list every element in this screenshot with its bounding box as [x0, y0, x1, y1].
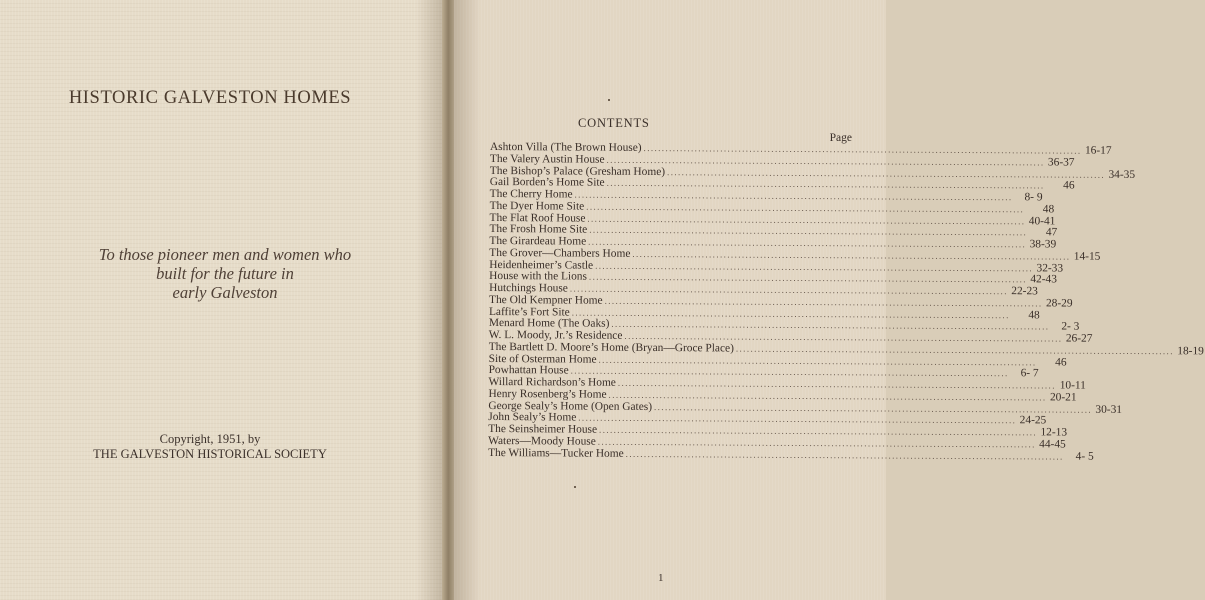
toc-entry-title: The Valery Austin House	[489, 152, 605, 166]
dot-leader: ........................................................................................................................	[632, 248, 1071, 262]
dedication-line: To those pioneer men and women who	[98, 245, 352, 264]
toc-entry-title: The Bartlett D. Moore’s Home (Bryan—Groce Place)	[488, 340, 734, 355]
toc-entry-title: The Old Kempner Home	[488, 293, 603, 307]
toc-entry-page: 12-13	[1040, 426, 1068, 439]
toc-entry-page: 14-15	[1073, 250, 1101, 263]
toc-entry-title: The Seinsheimer House	[488, 422, 598, 436]
toc-entry-title: The Flat Roof House	[489, 211, 586, 225]
dot-leader: ........................................................................................................................	[587, 213, 1026, 226]
toc-entry-title: Gail Borden’s Home Site	[489, 176, 605, 189]
copyright-holder: THE GALVESTON HISTORICAL SOCIETY	[93, 447, 327, 461]
dot-leader: ........................................................................................................................	[588, 271, 1027, 285]
toc-entry-title: The Bishop’s Palace (Gresham Home)	[489, 164, 666, 178]
toc-entry-title: Powhattan House	[488, 364, 569, 377]
toc-entry-title: Heidenheimer’s Castle	[489, 258, 594, 272]
toc-entry-title: The Dyer Home Site	[489, 199, 585, 213]
dot-leader: ........................................................................................................................	[624, 330, 1063, 344]
dot-leader: ........................................................................................................................	[588, 236, 1027, 250]
toc-entry-page: 48	[1042, 203, 1055, 216]
toc-entry-title: Hutchings House	[489, 281, 568, 295]
toc-entry-page: 6- 7	[1020, 367, 1039, 380]
toc-entry-title: The Williams—Tucker Home	[488, 446, 624, 460]
dot-leader: ........................................................................................................................	[571, 307, 1010, 320]
toc-entry-title: Ashton Villa (The Brown House)	[489, 141, 642, 154]
toc-entry-page: 20-21	[1049, 391, 1077, 404]
toc-entry-title: The Cherry Home	[489, 187, 573, 201]
book-title: HISTORIC GALVESTON HOMES	[68, 88, 352, 108]
toc-entry-page: 2- 3	[1061, 320, 1080, 333]
toc-entry-title: Willard Richardson’s Home	[488, 375, 616, 389]
toc-entry-page: 16-17	[1084, 144, 1112, 157]
dot-leader: ........................................................................................................................	[625, 448, 1064, 462]
toc-entry-title: The Frosh Home Site	[489, 223, 588, 236]
dot-leader: ........................................................................................................................	[569, 283, 1008, 297]
page-number: 1	[658, 572, 664, 584]
dot-leader: ........................................................................................................................	[578, 412, 1017, 426]
dot-leader: ........................................................................................................................	[570, 365, 1009, 379]
dot-leader: ........................................................................................................................	[589, 224, 1028, 238]
toc-entry-title: Waters—Moody House	[488, 434, 596, 448]
dot-leader: ........................................................................................................................	[595, 260, 1034, 273]
dot-leader: ........................................................................................................................	[574, 189, 1013, 203]
dot-leader: ........................................................................................................................	[604, 295, 1043, 309]
dot-leader: ........................................................................................................................	[599, 424, 1038, 438]
table-of-contents	[488, 141, 1204, 463]
left-page	[0, 0, 446, 600]
dot-leader: ........................................................................................................................	[608, 389, 1047, 403]
toc-entry-page: 32-33	[1036, 261, 1064, 275]
contents-heading: CONTENTS	[578, 116, 650, 130]
dot-leader: ........................................................................................................................	[606, 177, 1045, 191]
toc-entry-page: 46	[1055, 355, 1067, 369]
toc-entry-page: 8- 9	[1024, 191, 1043, 204]
dedication	[60, 245, 390, 302]
dot-leader: ........................................................................................................................	[611, 318, 1050, 332]
toc-entry-page: 4- 5	[1075, 450, 1094, 463]
paper-speck	[608, 99, 610, 101]
toc-entry-title: John Sealy’s Home	[488, 411, 577, 424]
toc-entry-page: 48	[1028, 308, 1040, 321]
page-column-label: Page	[829, 132, 852, 144]
toc-entry	[488, 446, 1094, 463]
dot-leader: ........................................................................................................................	[735, 343, 1174, 356]
copyright-line: Copyright, 1951, by	[159, 432, 261, 446]
toc-entry-page: 10-11	[1059, 379, 1086, 392]
dot-leader: ........................................................................................................................	[617, 377, 1056, 391]
copyright-notice	[0, 432, 420, 462]
toc-entry-title: Henry Rosenberg’s Home	[488, 387, 607, 401]
toc-entry-title: The Girardeau Home	[489, 234, 587, 248]
toc-entry-title: House with the Lions	[489, 270, 587, 283]
paper-speck	[574, 486, 576, 488]
toc-entry-title: George Sealy’s Home (Open Gates)	[488, 399, 653, 413]
toc-entry-page: 24-25	[1019, 414, 1047, 427]
toc-entry-title: Laffite’s Fort Site	[488, 305, 570, 318]
toc-entry-page: 44-45	[1039, 438, 1066, 451]
toc-entry-title: The Grover—Chambers Home	[489, 246, 631, 260]
dedication-line: early Galveston	[172, 283, 278, 302]
toc-entry-page: 47	[1045, 226, 1058, 239]
dot-leader: ........................................................................................................................	[653, 401, 1093, 415]
toc-entry-page: 18-19	[1177, 344, 1204, 358]
toc-entry-page: 36-37	[1047, 156, 1075, 169]
toc-entry-page: 38-39	[1029, 238, 1057, 251]
dot-leader: ........................................................................................................................	[667, 166, 1106, 180]
toc-entry-page: 34-35	[1108, 168, 1136, 181]
toc-entry-page: 46	[1063, 179, 1075, 192]
dot-leader: ........................................................................................................................	[598, 354, 1037, 367]
toc-entry-title: Site of Osterman Home	[488, 352, 597, 366]
dot-leader: ........................................................................................................................	[643, 142, 1082, 156]
dot-leader: ........................................................................................................................	[597, 436, 1036, 450]
dot-leader: ........................................................................................................................	[606, 154, 1045, 168]
toc-entry-page: 22-23	[1011, 285, 1038, 298]
toc-entry-title: Menard Home (The Oaks)	[488, 317, 610, 330]
dot-leader: ........................................................................................................................	[586, 201, 1025, 215]
toc-entry-page: 26-27	[1065, 332, 1093, 345]
toc-entry-page: 40-41	[1028, 214, 1056, 227]
toc-entry-title: W. L. Moody, Jr.’s Residence	[488, 328, 623, 342]
toc-entry-page: 28-29	[1045, 297, 1073, 310]
toc-entry-page: 30-31	[1095, 403, 1123, 416]
toc-entry-page: 42-43	[1030, 273, 1057, 286]
dedication-line: built for the future in	[156, 264, 294, 283]
